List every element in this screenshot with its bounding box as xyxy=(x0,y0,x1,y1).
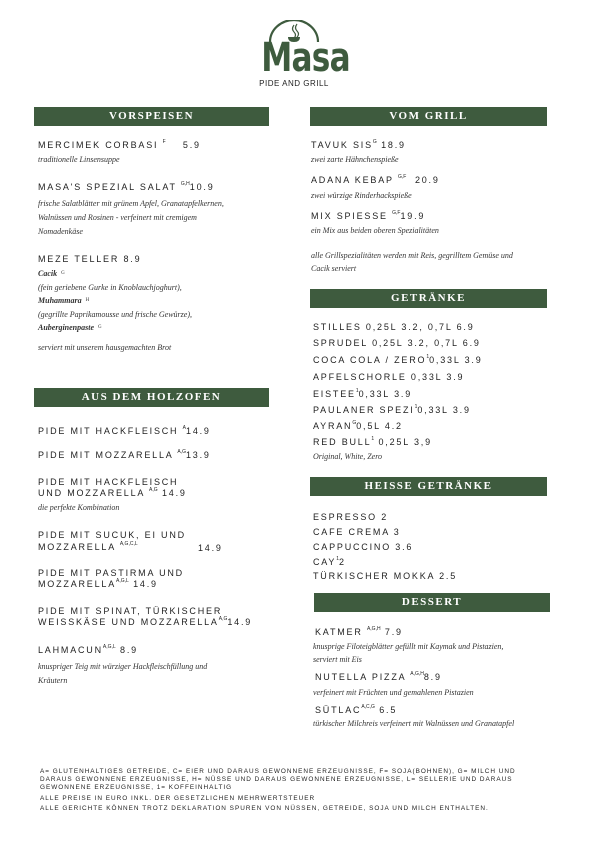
menu-desc-cacik: Cacik $^G$ xyxy=(38,269,65,278)
section-grill-banner: VOM GRILL xyxy=(310,107,547,126)
menu-item-pide-sucuk-2: MOZZARELLA $^{A,G,C,L}$ xyxy=(38,541,138,552)
menu-item-pide-spinat-2: WEISSKÄSE UND $MOZZARELLA^{A,G}14.9$ xyxy=(38,616,253,627)
menu-item-pide-hackmozz-1: PIDE MIT HACKFLEISCH xyxy=(38,477,179,487)
drink-paulaner: PAULANER SPEZI$^1$0,33L 3.9 xyxy=(313,404,471,415)
footer-allergen-line-3: GEWONNENE ERZEUGNISSE, 1= KOFFEINHALTIG xyxy=(40,784,233,791)
menu-desc-salat-1: frische Salatblätter mit grünem Apfel, Granatapfelkernen, xyxy=(38,199,224,208)
dessert-nutella: NUTELLA PIZZA $^{A,G,H}$8.9 xyxy=(315,671,442,682)
drink-stilles: STILLES 0,25L 3.2, 0,7L 6.9 xyxy=(313,322,475,332)
menu-desc-auberginen: Auberginenpaste $^G$ xyxy=(38,323,102,332)
menu-desc-tavuk: zwei zarte Hähnchenspieße xyxy=(311,155,399,164)
footer-prices-note: ALLE PREISE IN EURO INKL. DER GESETZLICHEN MEHRWERTSTEUER xyxy=(40,795,316,802)
dessert-desc-nutella: verfeinert mit Früchten und gemahlenen Pistazien xyxy=(313,688,474,697)
drink-apfelschorle: APFELSCHORLE 0,33L 3.9 xyxy=(313,372,465,382)
menu-note-grill-1: alle Grillspezialitäten werden mit Reis, gegrilltem Gemüse und xyxy=(311,251,513,260)
menu-item-salat: MASA'S SPEZIAL SALAT $^{G,H}$10.9 xyxy=(38,181,215,192)
menu-desc-lahmacun-1: knuspriger Teig mit würziger Hackfleischfüllung und xyxy=(38,662,208,671)
dessert-desc-sutlac: türkischer Milchreis verfeinert mit Walnüssen und Granatapfel xyxy=(313,719,515,728)
dessert-katmer: KATMER $^{A,G,H}$ 7.9 xyxy=(315,626,403,637)
menu-item-tavuk: TAVUK $SIS^G$ 18.9 xyxy=(311,139,406,150)
hot-drink-cay: CAY$^1$2 xyxy=(313,556,346,567)
section-vorspeisen-banner: VORSPEISEN xyxy=(34,107,269,126)
drink-sprudel: SPRUDEL 0,25L 3.2, 0,7L 6.9 xyxy=(313,338,481,348)
menu-item-meze: MEZE TELLER 8.9 xyxy=(38,254,142,264)
menu-desc-cacik-detail: (fein geriebene Gurke in Knoblauchjoghurt), xyxy=(38,283,182,292)
hot-drink-mokka: TÜRKISCHER MOKKA 2.5 xyxy=(313,571,458,581)
hot-drink-espresso: ESPRESSO 2 xyxy=(313,512,389,522)
section-heisse-banner: HEISSE GETRÄNKE xyxy=(310,477,547,496)
menu-note-grill-2: Cacik serviert xyxy=(311,264,357,273)
hot-drink-cappuccino: CAPPUCCINO 3.6 xyxy=(313,542,414,552)
menu-price-sucuk: 14.9 xyxy=(198,543,223,553)
menu-desc-salat-2: Walnüssen und Rosinen - verfeinert mit cremigem xyxy=(38,213,197,222)
menu-desc-muhammara-detail: (gegrillte Paprikamousse und frische Gewürze), xyxy=(38,310,192,319)
logo xyxy=(252,20,350,90)
drink-eistee: EISTEE$^1$0,33L 3.9 xyxy=(313,388,412,399)
menu-desc-mix: ein Mix aus beiden oberen Spezialitäten xyxy=(311,226,439,235)
dessert-desc-katmer-2: serviert mit Eis xyxy=(313,655,362,664)
logo-subtitle: PIDE AND GRILL xyxy=(259,79,329,88)
footer-allergen-line-1: A= GLUTENHALTIGES GETREIDE, C= EIER UND DARAUS GEWONNENE ERZEUGNISSE, F= SOJA(BOHNEN), G= MILCH UND xyxy=(40,768,516,775)
logo-name: Masa xyxy=(261,35,350,81)
dessert-sutlac: $SÜTLAC^{A,C,G}$ 6.5 xyxy=(315,704,398,715)
menu-item-adana: ADANA KEBAP $^{G,F}$ 20.9 xyxy=(311,174,440,185)
footer-allergen-line-2: DARAUS GEWONNENE ERZEUGNISSE, H= NÜSSE UND DARAUS GEWONNENE ERZEUGNISSE, L= SELLERIE UND DARAUS xyxy=(40,776,513,783)
menu-desc-mercimek: traditionelle Linsensuppe xyxy=(38,155,120,164)
drink-cola: COCA COLA / ZERO$^1$0,33L 3.9 xyxy=(313,354,483,365)
menu-desc-adana: zwei würzige Rinderhackspieße xyxy=(311,191,412,200)
drink-desc-redbull: Original, White, Zero xyxy=(313,452,383,461)
menu-item-mercimek: MERCIMEK CORBASI $^F$ 5.9 xyxy=(38,139,201,150)
menu-item-pide-mozz: PIDE MIT MOZZARELLA $^{A,G}$13.9 xyxy=(38,449,211,460)
menu-item-lahmacun: $LAHMACUN^{A,G,L}$ 8.9 xyxy=(38,644,138,655)
menu-desc-muhammara: Muhammara $^H$ xyxy=(38,296,90,305)
section-dessert-banner: DESSERT xyxy=(314,593,550,612)
footer-traces-note: ALLE GERICHTE KÖNNEN TROTZ DEKLARATION SPUREN VON NÜSSEN, GETREIDE, SOJA UND MILCH ENTHALTEN. xyxy=(40,805,489,812)
menu-desc-hackmozz: die perfekte Kombination xyxy=(38,503,120,512)
menu-desc-lahmacun-2: Kräutern xyxy=(38,676,68,685)
menu-item-mix: MIX SPIESSE $^{G,F}$19.9 xyxy=(311,210,426,221)
section-getraenke-banner: GETRÄNKE xyxy=(310,289,547,308)
drink-ayran: $AYRAN^G0,5L$ 4.2 xyxy=(313,420,403,431)
drink-redbull: RED BULL$^1$ 0,25L 3,9 xyxy=(313,436,432,447)
menu-item-pide-pastirma-1: PIDE MIT PASTIRMA UND xyxy=(38,568,184,578)
section-holzofen-banner: AUS DEM HOLZOFEN xyxy=(34,388,269,407)
dessert-desc-katmer-1: knusprige Filoteigblätter gefüllt mit Kaymak und Pistazien, xyxy=(313,642,504,651)
menu-item-pide-sucuk-1: PIDE MIT SUCUK, EI UND xyxy=(38,530,186,540)
menu-item-pide-pastirma-2: $MOZZARELLA^{A,G,L}$ 14.9 xyxy=(38,578,158,589)
hot-drink-crema: CAFE CREMA 3 xyxy=(313,527,401,537)
menu-item-pide-spinat-1: PIDE MIT SPINAT, TÜRKISCHER xyxy=(38,606,223,616)
menu-desc-meze-note: serviert mit unserem hausgemachten Brot xyxy=(38,343,172,352)
menu-item-pide-hack: PIDE MIT HACKFLEISCH $^A$14.9 xyxy=(38,425,211,436)
menu-desc-salat-3: Nomadenkäse xyxy=(38,227,83,236)
menu-item-pide-hackmozz-2: UND MOZZARELLA $^{A,G}$ 14.9 xyxy=(38,487,187,498)
